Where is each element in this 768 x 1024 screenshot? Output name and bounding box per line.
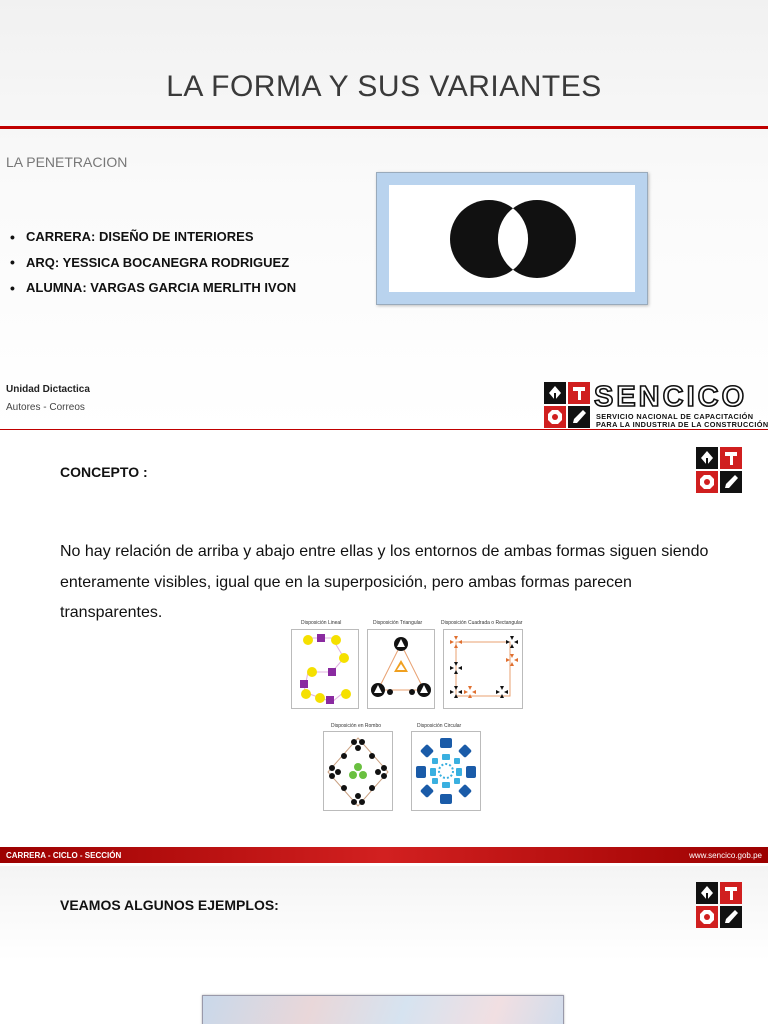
list-item: • ALUMNA: VARGAS GARCIA MERLITH IVON <box>10 279 297 296</box>
panel-circular <box>411 731 481 811</box>
slide-title-heading: LA FORMA Y SUS VARIANTES <box>166 70 602 103</box>
sencico-emblem-icon <box>696 882 742 928</box>
disposition-diagram-image <box>291 617 533 809</box>
slide-examples <box>0 866 768 1024</box>
footer-website-link[interactable]: www.sencico.gob.pe <box>689 851 762 860</box>
authors-label: Autores - Correos <box>6 402 85 413</box>
label-rombo: Disposición en Rombo <box>331 723 382 729</box>
label-cuadrada: Disposición Cuadrada o Rectangular <box>441 620 523 626</box>
example-image <box>202 995 564 1024</box>
slide-subtitle: LA PENETRACION <box>6 154 128 170</box>
list-item: • ARQ: YESSICA BOCANEGRA RODRIGUEZ <box>10 254 290 271</box>
footer-course-label: CARRERA - CICLO - SECCIÓN <box>6 851 122 860</box>
panel-lineal <box>291 629 359 709</box>
panel-rombo <box>323 731 393 811</box>
title-divider <box>0 126 768 129</box>
slide-title <box>0 0 768 430</box>
label-lineal: Disposición Lineal <box>301 620 342 626</box>
footer-bar <box>0 847 768 863</box>
sencico-tagline-1: SERVICIO NACIONAL DE CAPACITACIÓN <box>596 412 754 421</box>
concept-paragraph: No hay relación de arriba y abajo entre ellas y los entornos de ambas formas siguen siendo enteramente visibles, igual que en la superposición, pero ambas formas parecen transparentes. <box>60 543 709 621</box>
examples-heading: VEAMOS ALGUNOS EJEMPLOS: <box>60 897 279 913</box>
penetration-venn-image <box>376 172 648 305</box>
sencico-logo <box>544 381 768 429</box>
info-bullet-list <box>10 224 296 301</box>
label-circular: Disposición Circular <box>417 723 462 729</box>
sencico-emblem-icon <box>696 447 742 493</box>
sencico-tagline-2: PARA LA INDUSTRIA DE LA CONSTRUCCIÓN <box>596 420 768 429</box>
slide-bottom-divider <box>0 429 768 430</box>
sencico-emblem-icon <box>544 382 590 428</box>
list-item: • CARRERA: DISEÑO DE INTERIORES <box>10 228 254 245</box>
concept-heading: CONCEPTO : <box>60 464 148 480</box>
panel-cuadrada <box>443 629 523 709</box>
label-triangular: Disposición Triangular <box>373 620 423 626</box>
slide-concept <box>0 431 768 863</box>
unit-label: Unidad Dictactica <box>6 384 90 395</box>
venn-diagram-icon <box>389 185 635 292</box>
sencico-wordmark: SENCICO <box>594 381 748 413</box>
panel-triangular <box>367 629 435 709</box>
